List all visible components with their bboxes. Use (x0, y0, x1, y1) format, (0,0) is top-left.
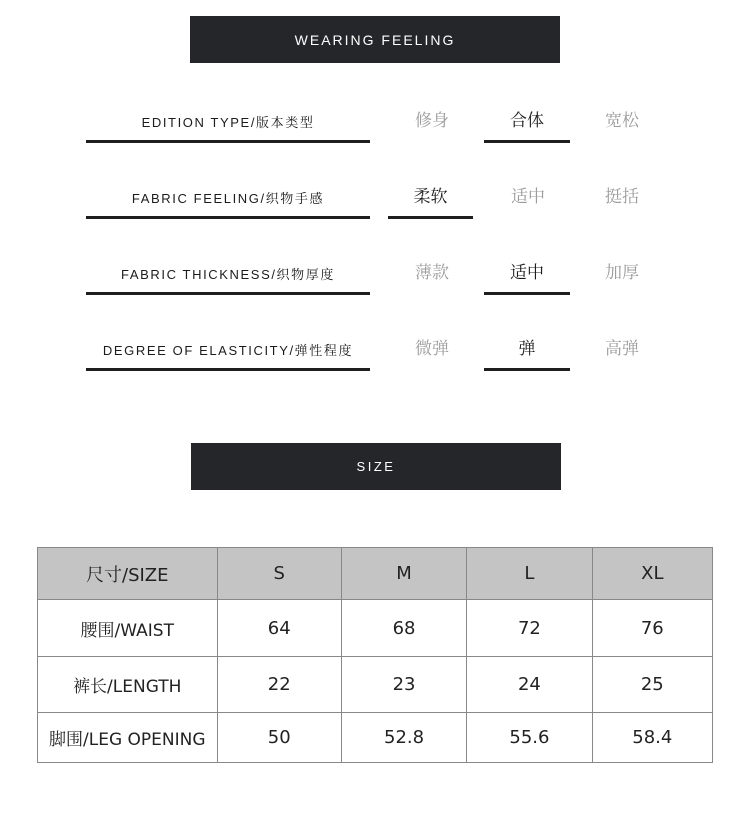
attr-label-underline (86, 140, 370, 143)
option: 宽松 (605, 111, 639, 131)
option: 薄款 (415, 263, 449, 283)
option-selected: 弹 (518, 339, 536, 359)
table-cell: 22 (217, 657, 341, 713)
table-cell: 50 (217, 713, 341, 763)
option-selected-underline (484, 368, 570, 371)
option: 微弹 (415, 339, 449, 359)
attr-label: FABRIC THICKNESS/织物厚度 (121, 267, 335, 282)
table-cell: 52.8 (341, 713, 466, 763)
attr-row-elasticity (0, 319, 750, 379)
option: 修身 (415, 111, 449, 131)
size-table-header-row (38, 548, 713, 600)
size-header-cell: S (217, 548, 341, 600)
size-banner (191, 443, 561, 490)
option: 挺括 (605, 187, 639, 207)
table-cell: 23 (341, 657, 466, 713)
attr-label-underline (86, 216, 370, 219)
attr-row-edition-type (0, 91, 750, 151)
table-cell: 76 (592, 600, 712, 657)
option: 加厚 (605, 263, 639, 283)
size-header-cell: M (341, 548, 466, 600)
table-cell: 55.6 (467, 713, 592, 763)
attr-label: FABRIC FEELING/织物手感 (131, 191, 325, 206)
attr-label: EDITION TYPE/版本类型 (141, 115, 315, 130)
table-cell: 24 (467, 657, 592, 713)
size-header-cell: 尺寸/SIZE (38, 548, 218, 600)
table-row (38, 713, 713, 763)
option-selected: 适中 (510, 263, 544, 283)
option-selected: 柔软 (413, 187, 448, 207)
table-cell: 25 (592, 657, 712, 713)
option-selected-underline (484, 140, 570, 143)
row-label-cell: 脚围/LEG OPENING (38, 713, 218, 763)
table-cell: 68 (341, 600, 466, 657)
wearing-feeling-title: WEARING FEELING (294, 31, 456, 48)
table-cell: 58.4 (592, 713, 712, 763)
attr-row-fabric-feeling (0, 167, 750, 227)
size-title: SIZE (356, 459, 396, 474)
option: 高弹 (605, 339, 639, 359)
wearing-feeling-banner (190, 16, 560, 63)
size-table (37, 547, 713, 763)
table-cell: 72 (467, 600, 592, 657)
option-selected-underline (388, 216, 473, 219)
row-label-cell: 腰围/WAIST (38, 600, 218, 657)
table-row (38, 600, 713, 657)
attr-label: DEGREE OF ELASTICITY/弹性程度 (102, 343, 354, 358)
attr-label-underline (86, 292, 370, 295)
table-cell: 64 (217, 600, 341, 657)
attr-row-fabric-thickness (0, 243, 750, 303)
size-header-cell: L (467, 548, 592, 600)
attr-label-underline (86, 368, 370, 371)
row-label-cell: 裤长/LENGTH (38, 657, 218, 713)
option: 适中 (511, 187, 545, 207)
size-header-cell: XL (592, 548, 712, 600)
option-selected: 合体 (510, 111, 544, 131)
option-selected-underline (484, 292, 570, 295)
table-row (38, 657, 713, 713)
